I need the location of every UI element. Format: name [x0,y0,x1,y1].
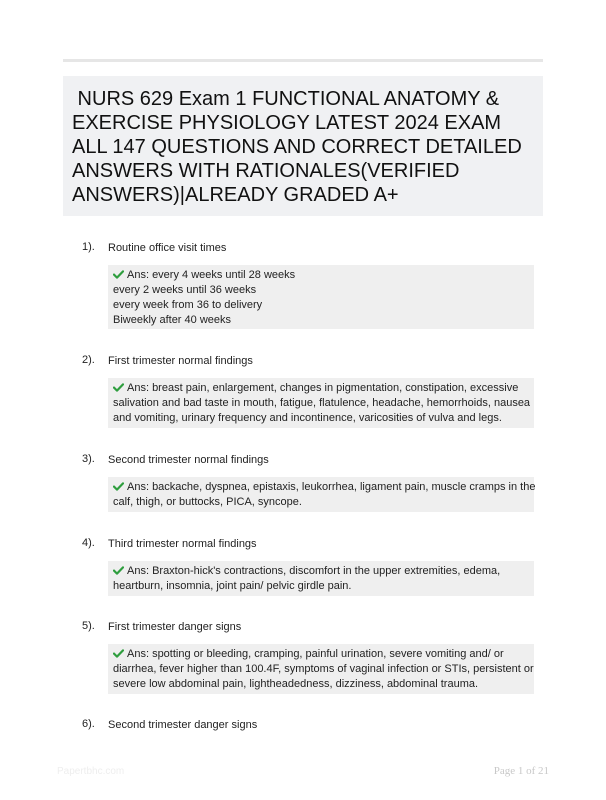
question-number: 4). [82,537,95,549]
answer-line: Ans: every 4 weeks until 28 weeks [113,268,528,283]
question-number: 3). [82,453,95,465]
check-icon [113,566,124,575]
title-line: ALL 147 QUESTIONS AND CORRECT DETAILED [72,136,522,158]
page-number: Page 1 of 21 [493,765,549,777]
answer-line: severe low abdominal pain, lightheadedness, dizziness, abdominal trauma. [113,678,479,690]
question-text: First trimester normal findings [108,355,253,367]
answer-line: salivation and bad taste in mouth, fatigue, flatulence, headache, hemorrhoids, nausea [113,397,531,409]
check-icon [113,649,124,658]
answer-line: every week from 36 to delivery [113,299,263,311]
title-line: EXERCISE PHYSIOLOGY LATEST 2024 EXAM [72,112,502,134]
question-text: Second trimester normal findings [108,454,269,466]
question-number: 5). [82,620,95,632]
question-number: 6). [82,718,95,730]
answer-line: Ans: Braxton-hick's contractions, discomfort in the upper extremities, edema, [113,564,528,579]
answer-line: Ans: spotting or bleeding, cramping, painful urination, severe vomiting and/ or [113,647,528,662]
check-icon [113,482,124,491]
question-text: Second trimester danger signs [108,719,258,731]
question-text: First trimester danger signs [108,621,242,633]
answer-line: Ans: breast pain, enlargement, changes in pigmentation, constipation, excessive [113,381,528,396]
title-line: NURS 629 Exam 1 FUNCTIONAL ANATOMY & [72,88,500,110]
answer-box [108,561,534,596]
answer-line: and vomiting, urinary frequency and incontinence, varicosities of vulva and legs. [113,412,502,424]
answer-box [108,477,534,512]
answer-line: Ans: backache, dyspnea, epistaxis, leukorrhea, ligament pain, muscle cramps in the [113,480,528,495]
check-icon [113,270,124,279]
answer-line: calf, thigh, or buttocks, PICA, syncope. [113,496,302,508]
answer-box [108,644,534,694]
title-line: ANSWERS WITH RATIONALES(VERIFIED [72,160,460,182]
question-number: 2). [82,354,95,366]
question-number: 1). [82,241,95,253]
check-icon [113,383,124,392]
answer-line: heartburn, insomnia, joint pain/ pelvic girdle pain. [113,580,352,592]
answer-box [108,265,534,329]
question-text: Third trimester normal findings [108,538,257,550]
footer-site-watermark: Papertbhc.com [57,766,125,777]
title-line: ANSWERS)|ALREADY GRADED A+ [72,184,399,206]
answer-box [108,378,534,428]
answer-line: every 2 weeks until 36 weeks [113,284,257,296]
question-text: Routine office visit times [108,242,227,254]
answer-line: diarrhea, fever higher than 100.4F, symptoms of vaginal infection or STIs, persistent or [113,663,534,675]
answer-line: Biweekly after 40 weeks [113,314,231,326]
